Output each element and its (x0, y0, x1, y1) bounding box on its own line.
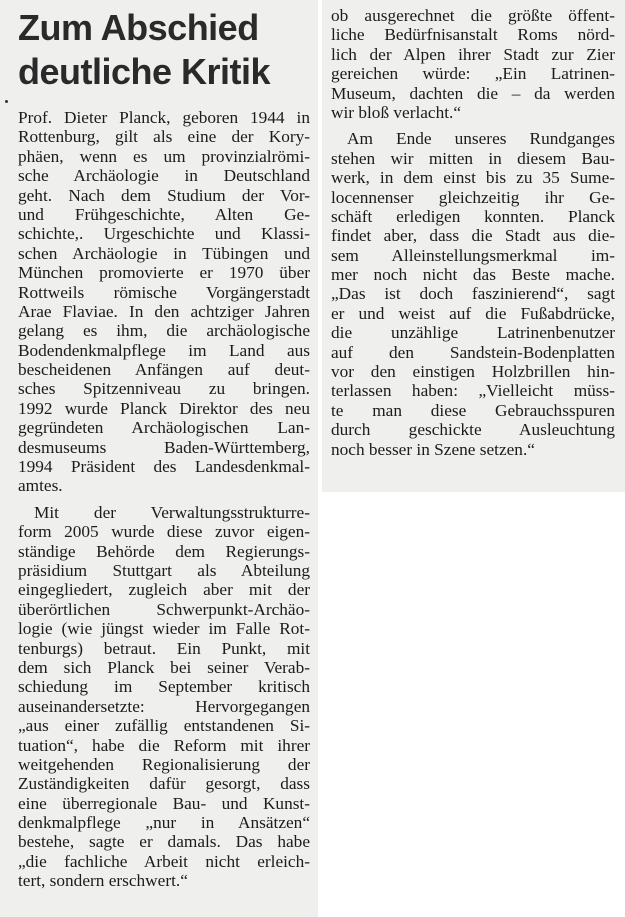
text-line: vor den einstigen Holzbrillen hin- (331, 362, 615, 382)
text-line: Rottweils römische Vorgängerstadt (18, 282, 310, 302)
text-line: München promovierte er 1970 über (18, 263, 310, 283)
text-line: form 2005 wurde diese zuvor eigen- (18, 522, 310, 542)
text-line: und Frühgeschichte, Alten Ge- (18, 204, 310, 224)
text-line: noch besser in Szene setzen.“ (331, 439, 535, 459)
text-line: Prof. Dieter Planck, geboren 1944 in (18, 108, 310, 127)
text-line: denkmalpflege „nur in Ansätzen“ (18, 813, 310, 833)
text-line: eingegliedert, zugleich aber mit der (18, 580, 310, 600)
text-line: tenburgs) betraut. Ein Punkt, mit (18, 638, 310, 658)
text-line: te man diese Gebrauchsspuren (331, 400, 615, 420)
text-line: „die fachliche Arbeit nicht erleich- (18, 851, 310, 871)
text-line: überörtlichen Schwerpunkt-Archäo- (18, 599, 310, 619)
text-line: schäft erledigen konnten. Planck (331, 206, 615, 226)
text-line: geht. Nach dem Studium der Vor- (18, 185, 310, 205)
article-headline (18, 6, 314, 94)
text-line: locennenser gleichzeitig ihr Ge- (331, 187, 615, 207)
text-line: tert, sondern erschwert.“ (18, 871, 188, 891)
paragraph-marker-dot (5, 100, 8, 103)
text-line: Arae Flaviae. In den achtziger Jahren (18, 301, 310, 321)
text-line: werk, in dem einst bis zu 35 Sume- (331, 168, 615, 188)
text-line: lich der Alpen ihrer Stadt zur Zier (331, 44, 615, 64)
text-line: „Das ist doch faszinierend“, sagt (331, 284, 615, 304)
headline-line: deutliche Kritik (18, 51, 271, 92)
text-line: tuation“, habe die Reform mit ihrer (18, 735, 310, 755)
text-line: „aus einer zufällig entstandenen Si- (18, 716, 310, 736)
text-line: auf den Sandstein-Bodenplatten (331, 342, 615, 362)
text-line: findet aber, dass die Stadt aus die- (331, 226, 615, 246)
text-line: durch geschickte Ausleuchtung (331, 420, 615, 440)
text-line: Bodendenkmalpflege im Land aus (18, 340, 310, 360)
text-line: schichte,. Urgeschichte und Klassi- (18, 224, 310, 244)
text-line: wir bloß verlacht.“ (331, 102, 462, 122)
text-line: dem sich Planck bei seiner Verab- (18, 657, 310, 677)
text-line: präsidium Stuttgart als Abteilung (18, 560, 310, 580)
text-line: schen Archäologie in Tübingen und (18, 243, 310, 263)
text-line: amtes. (18, 476, 63, 496)
text-line: gereichen würde: „Ein Latrinen- (331, 64, 615, 84)
text-line: ständige Behörde dem Regierungs- (18, 541, 310, 561)
text-line: 1992 wurde Planck Direktor des neu (18, 398, 310, 418)
text-line: desmuseums Baden-Württemberg, (18, 437, 310, 457)
text-line: bescheidenen Anfängen auf deut- (18, 360, 310, 380)
text-line: weitgehenden Regionalisierung der (18, 754, 310, 774)
text-line: phäen, wenn es um provinzialrömi- (18, 146, 310, 166)
text-line: terlassen haben: „Vielleicht müss- (331, 381, 615, 401)
text-line: Mit der Verwaltungsstrukturre- (34, 502, 310, 522)
text-line: sche Archäologie in Deutschland (18, 166, 310, 186)
text-line: schiedung im September kritisch (18, 677, 310, 697)
text-line: Rottenburg, gilt als eine der Kory- (18, 127, 310, 147)
text-line: sem Alleinstellungsmerkmal im- (331, 245, 615, 265)
text-line: eine überregionale Bau- und Kunst- (18, 793, 310, 813)
text-line: er und weist auf die Fußabdrücke, (331, 303, 615, 323)
text-line: sches Spitzenniveau zu bringen. (18, 379, 310, 399)
text-line: gegründeten Archäologischen Lan- (18, 418, 310, 438)
text-line: bestehe, sagte er damals. Das habe (18, 832, 310, 852)
paragraph-gap (331, 122, 615, 129)
text-line: Am Ende unseres Rundganges (347, 129, 615, 149)
text-line: Museum, dachten die – da werden (331, 83, 615, 103)
text-line: auseinandersetzte: Hervorgegangen (18, 696, 310, 716)
text-line: ob ausgerechnet die größte öffent- (331, 6, 615, 25)
text-line: mer noch nicht das Beste mache. (331, 265, 615, 285)
right-column-text (331, 6, 615, 459)
text-line: die unzählige Latrinenbenutzer (331, 323, 615, 343)
headline-line: Zum Abschied (18, 7, 259, 48)
text-line: logie (wie jüngst wieder im Falle Rot- (18, 619, 310, 639)
text-line: stehen wir mitten in diesem Bau- (331, 148, 615, 168)
left-column-text (18, 108, 310, 891)
text-line: liche Bedürfnisanstalt Roms nörd- (331, 25, 615, 45)
text-line: 1994 Präsident des Landesdenkmal- (18, 457, 310, 477)
text-line: gelang es ihm, die archäologische (18, 321, 310, 341)
paragraph-gap (18, 496, 310, 503)
text-line: Zuständigkeiten dafür gesorgt, dass (18, 774, 310, 794)
